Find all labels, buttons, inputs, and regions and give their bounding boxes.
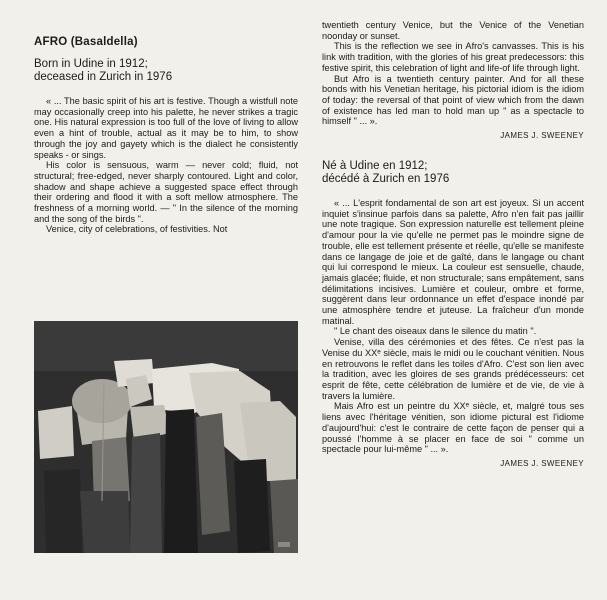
english-column: [34, 36, 298, 235]
french-death-line: décédé à Zurich en 1976: [322, 173, 450, 186]
english-paragraph-2: His color is sensuous, warm — never cold; fluid, not structural; free-edged, never sharply contoured. Light and color, shadow and shape achieve a suggested space effect through their ordering and flood it with a soft mellow atmosphere. The freshness of a morning world. — " In the silence of the morning and the song of the birds ".: [34, 160, 298, 224]
french-paragraph-2: " Le chant des oiseaux dans le silence du matin ".: [334, 326, 537, 337]
french-paragraph-1: « ... L'esprit fondamental de son art est joyeux. Si un accent inquiet s'insinue parfois dans sa palette, Afro n'en fait pas jaillir une note tragique. Son expression naturelle est tellement pleine d'amour pour la vie qu'elle ne permet pas le moindre signe de trouble, elle est tellement présente et réelle, qu'elle se manifeste dans ce langage de joie et de gaîté, dans le langage ou chant qui lui correspond le mieux. La couleur est sensuelle, chaude, jamais glacée; fluide, et non structurale; sans empâtement, sans délimitations incisives. Lumière et couleur, ombre et forme, suggèrent dans leur ordonnance un effet d'espace inondé par une atmosphère tendre et juteuse. La fraîcheur d'un monde matinal.: [322, 198, 584, 326]
french-signature: JAMES J. SWEENEY: [500, 458, 584, 468]
death-line: deceased in Zurich in 1976: [34, 71, 173, 83]
english-continuation-3: But Afro is a twentieth century painter. And for all these bonds with his Venetian heritage, his pictorial idiom is the idiom of today: the reversal of that point of view which from the dawn of existence has led man to hold man up " as a spectacle to himself " ... ».: [322, 73, 584, 127]
english-signature: JAMES J. SWEENEY: [500, 131, 584, 141]
abstract-painting-reproduction: [34, 321, 298, 553]
birth-line: Born in Udine in 1912;: [34, 58, 148, 70]
english-life-dates: [34, 58, 298, 84]
french-paragraph-4: Mais Afro est un peintre du XXᵉ siècle, et, malgré tous ses liens avec l'héritage vénitien, son idiome pictural est l'idiome d'aujourd'hui: c'est le contraire de cette façon de penser qui a poussé l'homme à se placer en face de soi " comme un spectacle pour lui-même " ... ».: [322, 401, 584, 455]
right-column: [322, 20, 584, 468]
english-paragraph-1: « ... The basic spirit of his art is festive. Though a wistfull note may occasionally creep into his palette, he never strikes a tragic one. His natural expression is too full of the love of living to allow even a hint of trouble, actual as it may be to him, to show through the joy and gayety which is the dialect he consistently speaks - or sings.: [34, 96, 298, 160]
french-birth-line: Né à Udine en 1912;: [322, 160, 428, 173]
artist-heading: AFRO (Basaldella): [34, 36, 138, 48]
english-continuation-1: twentieth century Venice, but the Venice of the Venetian noonday or sunset.: [322, 20, 584, 41]
english-continuation-2: This is the reflection we see in Afro's canvasses. This is his link with tradition, with the glories of his great predecessors: this festive spirit, this celebration of light and life-of life through light.: [322, 41, 584, 73]
french-paragraph-3: Venise, villa des cérémonies et des fêtes. Ce n'est pas la Venise du XXᵉ siècle, mais le midi ou le couchant vénitien. Nous en retrouvons le reflet dans les toiles d'Afro. C'est son lien avec la tradition, avec les gloires de ses grands prédécesseurs: cet esprit de fête, cette célébration de lumière et de vie, de vie à travers la lumière.: [322, 337, 584, 401]
english-paragraph-3: Venice, city of celebrations, of festivities. Not: [46, 224, 228, 235]
painting-image: [34, 321, 298, 553]
french-life-dates: [322, 160, 584, 186]
